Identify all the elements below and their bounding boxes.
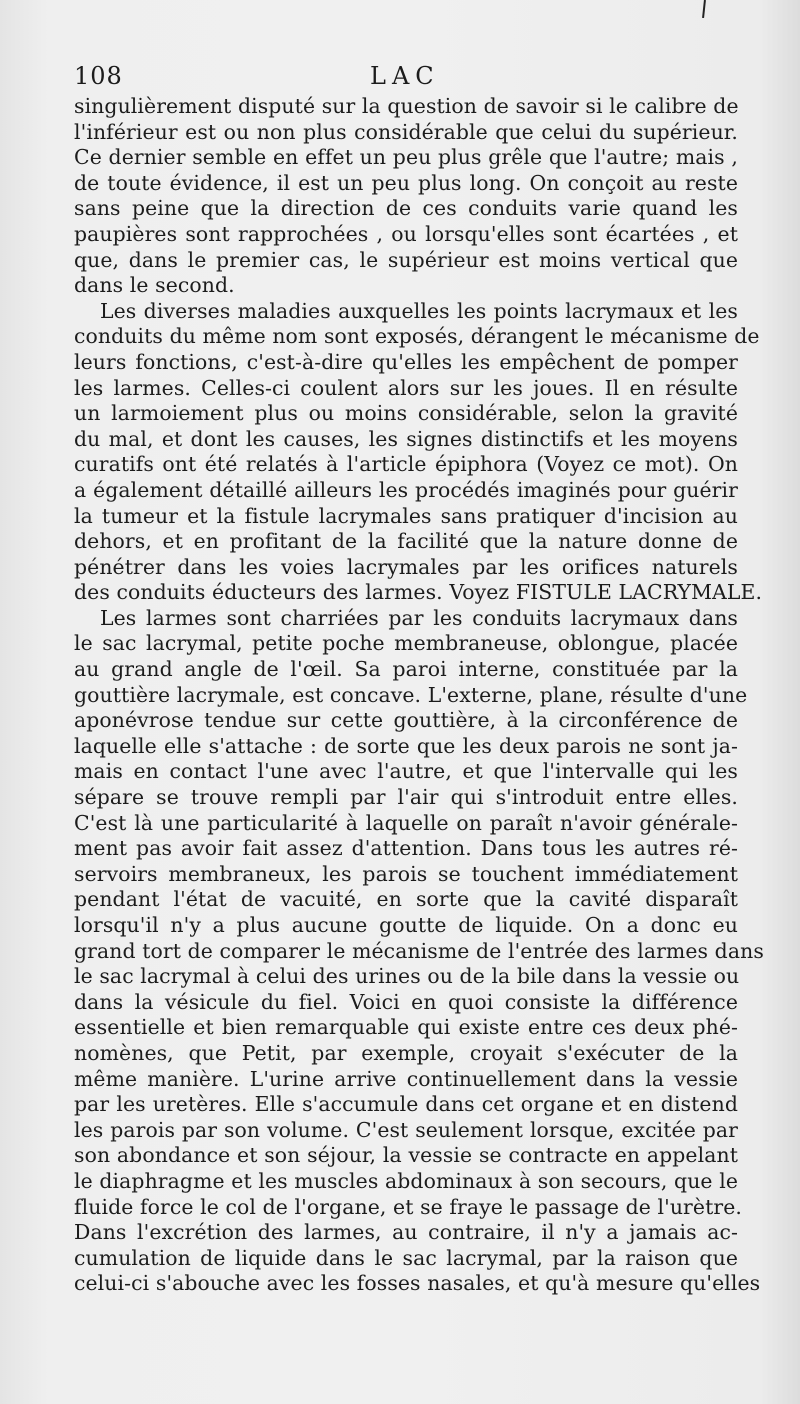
text-line: curatifs ont été relatés à l'article épiphora (Voyez ce mot). On <box>74 452 738 477</box>
text-line: Les diverses maladies auxquelles les points lacrymaux et les <box>100 298 738 323</box>
text-line: mais en contact l'une avec l'autre, et que l'intervalle qui les <box>74 759 738 784</box>
text-line: dehors, et en profitant de la facilité que la nature donne de <box>74 529 738 554</box>
text-line: le sac lacrymal à celui des urines ou de la bile dans la vessie ou <box>74 964 740 989</box>
text-line: a également détaillé ailleurs les procédés imaginés pour guérir <box>74 477 738 502</box>
text-line: les parois par son volume. C'est seulement lorsque, excitée par <box>74 1117 738 1142</box>
text-line: du mal, et dont les causes, les signes distinctifs et les moyens <box>74 426 738 451</box>
text-line: essentielle et bien remarquable qui existe entre ces deux phé- <box>74 1015 738 1040</box>
text-line: servoirs membraneux, les parois se touchent immédiatement <box>74 861 738 886</box>
text-line: la tumeur et la fistule lacrymales sans pratiquer d'incision au <box>74 503 738 528</box>
text-line: Ce dernier semble en effet un peu plus grêle que l'autre; mais , <box>74 145 738 170</box>
text-line: ment pas avoir fait assez d'attention. Dans tous les autres ré- <box>74 836 738 861</box>
text-line: conduits du même nom sont exposés, dérangent le mécanisme de <box>74 324 760 349</box>
page-header <box>74 62 744 92</box>
text-line: gouttière lacrymale, est concave. L'externe, plane, résulte d'une <box>74 682 748 707</box>
text-line: le sac lacrymal, petite poche membraneuse, oblongue, placée <box>74 631 738 656</box>
text-line: pénétrer dans les voies lacrymales par les orifices naturels <box>74 554 738 579</box>
text-line: celui-ci s'abouche avec les fosses nasales, et qu'à mesure qu'elles <box>74 1271 761 1296</box>
text-line: même manière. L'urine arrive continuellement dans la vessie <box>74 1066 738 1091</box>
text-line: singulièrement disputé sur la question de savoir si le calibre de <box>74 94 739 118</box>
margin-mark <box>702 0 706 18</box>
text-line: Dans l'excrétion des larmes, au contraire, il n'y a jamais ac- <box>74 1220 738 1245</box>
text-line: cumulation de liquide dans le sac lacrymal, par la raison que <box>74 1245 738 1270</box>
text-line: sépare se trouve rempli par l'air qui s'introduit entre elles. <box>74 785 738 810</box>
text-line: de toute évidence, il est un peu plus long. On conçoit au reste <box>74 170 738 195</box>
running-head: LAC <box>370 62 440 90</box>
text-line: l'inférieur est ou non plus considérable que celui du supérieur. <box>74 119 738 144</box>
text-line: au grand angle de l'œil. Sa paroi interne, constituée par la <box>74 657 738 682</box>
text-line: son abondance et son séjour, la vessie se contracte en appelant <box>74 1143 738 1168</box>
text-line: les larmes. Celles-ci coulent alors sur les joues. Il en résulte <box>74 375 738 400</box>
text-line: aponévrose tendue sur cette gouttière, à la circonférence de <box>74 708 738 733</box>
page-number: 108 <box>74 62 123 90</box>
text-line: des conduits éducteurs des larmes. Voyez FISTULE LACRYMALE. <box>74 580 763 605</box>
text-line: leurs fonctions, c'est-à-dire qu'elles les empêchent de pomper <box>74 349 738 374</box>
text-line: lorsqu'il n'y a plus aucune goutte de liquide. On a donc eu <box>74 913 738 937</box>
text-line: dans la vésicule du fiel. Voici en quoi consiste la différence <box>74 989 738 1014</box>
text-line: sans peine que la direction de ces conduits varie quand les <box>74 196 738 221</box>
text-line: paupières sont rapprochées , ou lorsqu'elles sont écartées , et <box>74 221 738 246</box>
text-line: C'est là une particularité à laquelle on paraît n'avoir générale- <box>74 810 738 835</box>
text-line: le diaphragme et les muscles abdominaux à son secours, que le <box>74 1168 738 1193</box>
text-line: que, dans le premier cas, le supérieur est moins vertical que <box>74 247 738 272</box>
text-line: dans le second. <box>74 273 235 298</box>
text-line: par les uretères. Elle s'accumule dans cet organe et en distend <box>74 1092 738 1117</box>
text-line: grand tort de comparer le mécanisme de l'entrée des larmes dans <box>74 938 764 963</box>
text-line: pendant l'état de vacuité, en sorte que la cavité disparaît <box>74 887 738 912</box>
text-line: Les larmes sont charriées par les conduits lacrymaux dans <box>100 605 738 630</box>
text-line: un larmoiement plus ou moins considérable, selon la gravité <box>74 401 738 426</box>
text-line: laquelle elle s'attache : de sorte que les deux parois ne sont ja- <box>74 733 738 758</box>
text-line: fluide force le col de l'organe, et se fraye le passage de l'urètre. <box>74 1194 742 1219</box>
text-line: nomènes, que Petit, par exemple, croyait s'exécuter de la <box>74 1040 738 1065</box>
body-text <box>74 94 764 1297</box>
